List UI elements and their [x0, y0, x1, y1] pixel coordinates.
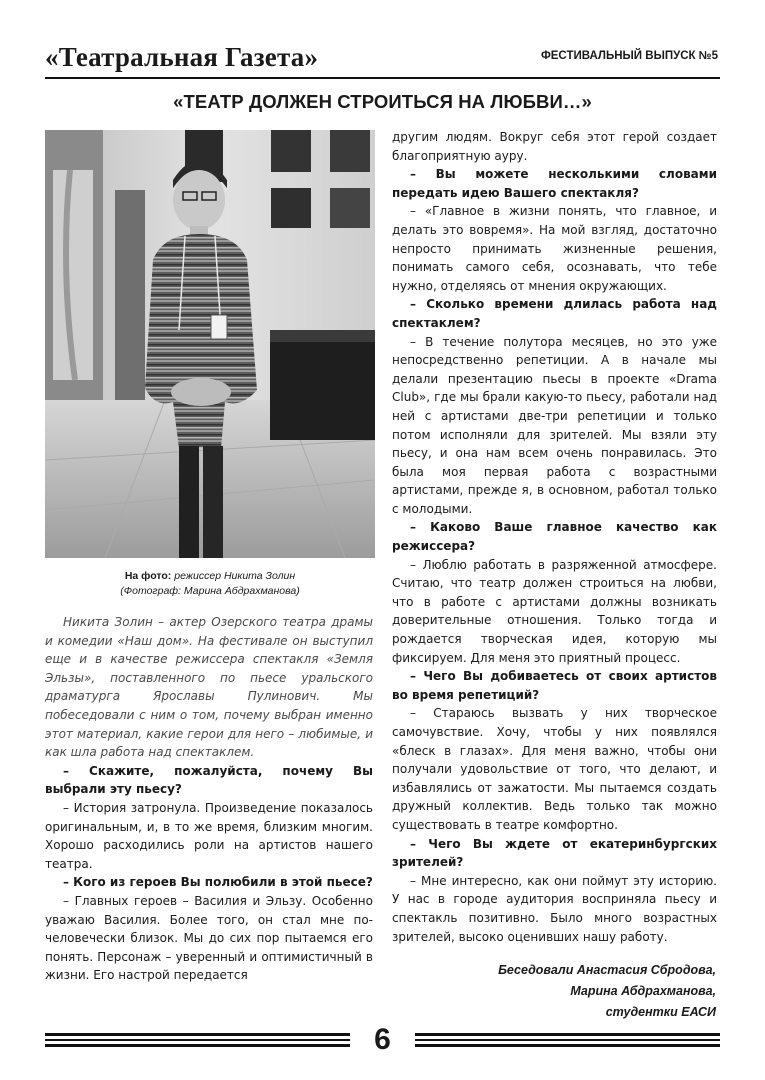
photo-caption — [45, 569, 375, 599]
caption-text: режиссер Никита Золин — [174, 570, 296, 582]
interview-question: – Сколько времени длилась работа над спектаклем? — [392, 297, 717, 330]
interview-question: – Чего Вы добиваетесь от своих артистов во время репетиций? — [392, 669, 717, 702]
caption-lead: На фото: — [124, 570, 172, 582]
credit-line: Марина Абдрахманова, — [570, 984, 716, 998]
header-divider — [45, 77, 720, 79]
interview-answer: – Главных героев – Василия и Эльзу. Особенно уважаю Василия. Более того, он стал мне по-человечески близок. Мы до сих пор пытаемся его понять. Персонаж – уверенный и оптимистичный в жизни. Его настрой передается — [45, 893, 373, 983]
interview-answer: – Мне интересно, как они поймут эту историю. У нас в городе аудитория восприняла пьесу и спектакль позитивно. Было много возрастных зрителей, высоко оценивших нашу работу. — [392, 873, 717, 944]
credit-line: Беседовали Анастасия Сбродова, — [498, 963, 716, 977]
intro-paragraph: Никита Золин – актер Озерского театра драмы и комедии «Наш дом». На фестивале он выступил еще и в качестве режиссера спектакля «Земля Эльзы», поставленного по пьесе уральского драматурга Ярославы Пулинович. Мы побеседовали с ним о том, почему выбран именно этот материал, какие герои для него – любимые, и как шла работа над спектаклем. — [45, 615, 373, 760]
interview-answer: – «Главное в жизни понять, что главное, и делать это вовремя». На мой взгляд, достаточно непросто принимать жизненные решения, понимать самого себя, осознавать, что тебе нужно, отделяясь от мнения окружающих. — [392, 204, 717, 293]
left-text-column — [45, 613, 373, 985]
interview-answer: – История затронула. Произведение показалось оригинальным, и, в то же время, близким многим. Хорошо расходились роли на артистов нашего театра. — [45, 800, 373, 871]
credit-line: студентки ЕАСИ — [605, 1005, 716, 1019]
page-number: 6 — [374, 1023, 391, 1056]
footer-rule-right — [415, 1033, 720, 1047]
right-text-column — [392, 128, 717, 946]
interview-question: – Чего Вы ждете от екатеринбургских зрителей? — [392, 836, 717, 870]
caption-credit: (Фотограф: Марина Абдрахманова) — [120, 585, 300, 597]
interview-question: – Каково Ваше главное качество как режиссера? — [392, 520, 717, 554]
interview-credit — [400, 960, 716, 1023]
article-photo — [45, 130, 375, 558]
interview-answer: – В течение полутора месяцев, но это уже непосредственно репетиции. А в начале мы делали презентацию пьесы в проекте «Drama Club», где мы брали какую-то пьесу, работали над ней с артистами две-три репетиции и только потом исполняли для зрителей. Мы взяли эту пьесу, и она нам всем очень понравилась. Это была моя первая работа с возрастными артистами, прежде я, в основном, работал только с молодыми. — [392, 334, 717, 516]
interview-answer: – Стараюсь вызвать у них творческое самочувствие. Хочу, чтобы у них появлялся «блеск в глазах». Для меня важно, чтобы они получали удовольствие от того, что делают, и избавлялись от зажатости. Мы пытаемся создать дружный коллектив. Ведь только так можно существовать в театре комфортно. — [392, 706, 717, 832]
interview-question: – Скажите, пожалуйста, почему Вы выбрали эту пьесу? — [45, 763, 373, 797]
continued-paragraph: другим людям. Вокруг себя этот герой создает благоприятную ауру. — [392, 130, 717, 163]
page-footer — [45, 1022, 720, 1062]
newspaper-masthead: «Театральная Газета» — [45, 42, 319, 72]
article-headline: «ТЕАТР ДОЛЖЕН СТРОИТЬСЯ НА ЛЮБВИ…» — [173, 91, 592, 112]
interview-answer: – Люблю работать в разряженной атмосфере. Считаю, что театр должен строиться на любви, что в работе с артистами должны возникать доверительные отношения. Только тогда и рождается творческая идея, которую мы фиксируем. Для меня это приятный процесс. — [392, 557, 717, 665]
page-header — [45, 40, 720, 80]
issue-label: ФЕСТИВАЛЬНЫЙ ВЫПУСК №5 — [540, 50, 718, 62]
interview-question: – Вы можете несколькими словами передать идею Вашего спектакля? — [392, 167, 717, 200]
interview-question: – Кого из героев Вы полюбили в этой пьесе? — [63, 875, 373, 890]
